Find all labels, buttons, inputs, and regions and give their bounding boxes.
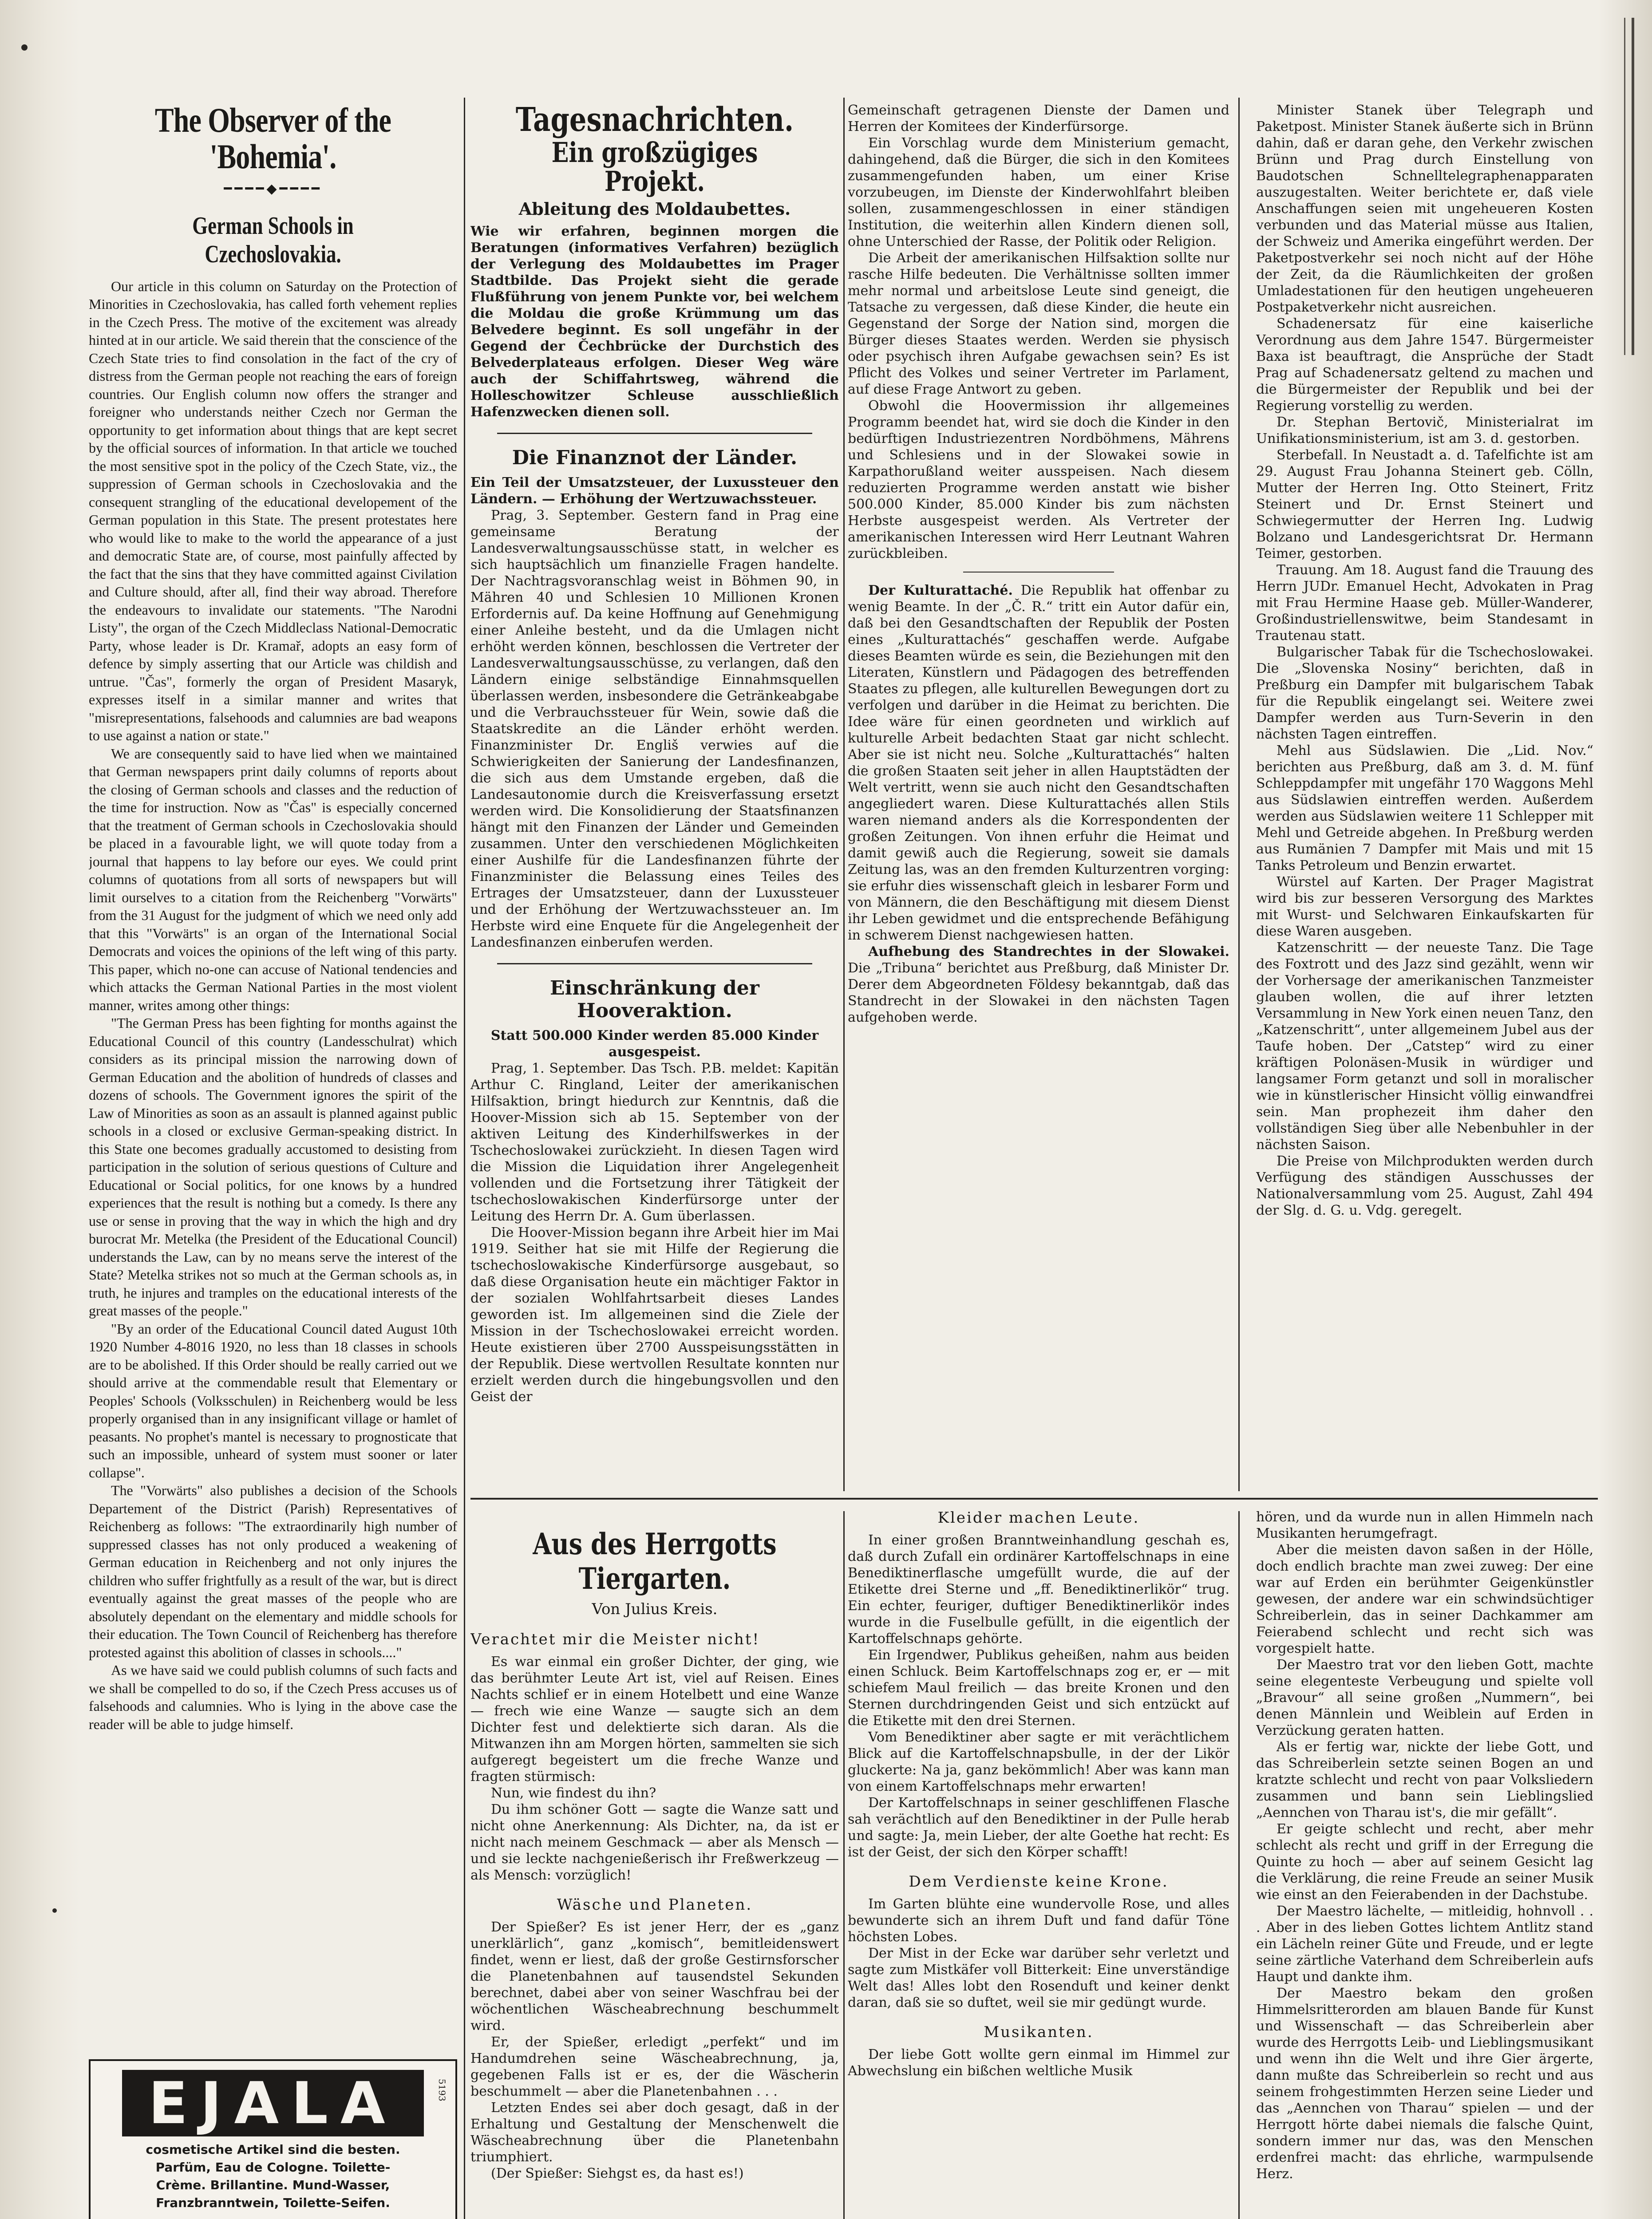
- article-body: [470, 507, 839, 951]
- ejala-logo: EJALA: [122, 2070, 424, 2136]
- paragraph: Schadenersatz für eine kaiserliche Verordnung aus dem Jahre 1547. Bürgermeister Baxa ist beauftragt, die Ansprüche der Stadt Prag auf Schadenersatz geltend zu machen und die Bürgermeister der Republik und bei der Regierung vorstellig zu werden.: [1256, 316, 1593, 414]
- paragraph: Nun, wie findest du ihn?: [491, 1785, 656, 1801]
- paragraph: In einer großen Branntweinhandlung geschah es, daß durch Zufall ein ordinärer Kartoffelschnaps in eine Benediktinerflasche umgefüllt wurde, die auf der Etikette drei Sterne und „ff. Benediktinerlikör“ trug. Ein echter, feuriger, duftiger Benediktinerlikör indes wurde in die Fuselbulle gefüllt, in die eigentlich der Kartoffelschnaps gehörte.: [848, 1532, 1229, 1646]
- paragraph: Aber die meisten davon saßen in der Hölle, doch endlich brachte man zwei zuweg: Der eine war auf Erden ein berühmter Geigenkünstler gewesen, der andere war ein schwindsüchtiger Schreiberlein, das in seiner Dachkammer am Feierabend schlecht und recht sich was vorgespielt hatte.: [1256, 1542, 1593, 1656]
- ad-line: Parfüm, Eau de Cologne. Toilette-: [155, 2160, 391, 2175]
- paragraph: Trauung. Am 18. August fand die Trauung des Herrn JUDr. Emanuel Hecht, Advokaten in Prag mit Frau Hermine Haase geb. Müller-Wanderer, Großindustriellenswitwe, beim Standesamt in Trautenau statt.: [1256, 562, 1593, 644]
- feuilleton-separator: [470, 1498, 1598, 1500]
- article-headline: Die Finanznot der Länder.: [512, 446, 798, 469]
- paragraph: The "Vorwärts" also publishes a decision of the Schools Departement of the District (Parish) Representatives of Reichenberg as follows: "The extraordinarily high number of suppressed classes has not only produced a weakening of German education in Reichenberg and not only injures the children who suffer frightfully as a result of the war, but is direct eventually against the great masses of the people who are absolutely dependant on the elementary and middle schools for their education. The Town Council of Reichenberg has therefore protested against this abolition of classes in schools....": [89, 1482, 457, 1660]
- article-separator: [497, 433, 812, 434]
- paragraph: Katzenschritt — der neueste Tanz. Die Tage des Foxtrott und des Jazz sind gezählt, wenn wir der Vorhersage der amerikanischen Tanzmeister glauben wollen, die auf ihrer letzten Versammlung in New York einen neuen Tanz, den „Katzenschritt“, unter allgemeinem Jubel aus der Taufe hoben. Der „Catstep“ wird zu einer kräftigen Polonäsen-Musik in würdiger und langsamer Form getanzt und soll in moralischer wie in künstlerischer Hinsicht völlig einwandfrei sein. Man prophezeit ihm daher den vollständigen Sieg über alle Nebenbuhler in der nächsten Saison.: [1256, 940, 1593, 1153]
- article-subheadline: Ableitung des Moldaubettes.: [518, 198, 791, 219]
- article-lead: Ein Teil der Umsatzsteuer, der Luxussteuer den Ländern. — Erhöhung der Wertzuwachssteuer.: [470, 474, 839, 507]
- paragraph: Der Kartoffelschnaps in seiner geschliffenen Flasche sah verächtlich auf den Benediktiner in der Pulle herab und sagte: Ja, mein Lieber, der alte Goethe hat recht: Es ist der Geist, der sich den Körper schafft!: [848, 1795, 1229, 1860]
- story-body: [470, 1919, 839, 2182]
- paragraph: Im Garten blühte eine wundervolle Rose, und alles bewunderte sich an ihrem Duft und fand dafür Töne höchsten Lobes.: [848, 1896, 1229, 1945]
- paragraph: Der liebe Gott wollte gern einmal im Himmel zur Abwechslung ein bißchen weltliche Musik: [848, 2047, 1229, 2079]
- paragraph: As we have said we could publish columns of such facts and we shall be compelled to do so, if the Czech Press accuses us of falsehoods and calumnies. Who is lying in the above case the reader will be able to judge himself.: [89, 1662, 457, 1732]
- article-headline: Ein großzügiges Projekt.: [551, 136, 758, 198]
- right-paper-margin: [1599, 0, 1652, 2219]
- story-title: Musikanten.: [984, 2023, 1094, 2041]
- left-paper-margin: [0, 0, 80, 2219]
- story-title: Kleider machen Leute.: [937, 1509, 1140, 1527]
- feuilleton-title: Aus des Herrgotts Tiergarten.: [533, 1527, 777, 1596]
- paragraph: Die „Tribuna“ berichtet aus Preßburg, daß Minister Dr. Derer dem Abgeordneten Földesy bekanntgab, daß das Standrecht in der Slowakei in den nächsten Tagen aufgehoben werde.: [848, 960, 1229, 1025]
- paragraph: Letzten Endes sei aber doch gesagt, daß in der Erhaltung und Gestaltung der Menschenwelt die Wäscheabrechnung über die Planetenbahn triumphiert.: [470, 2100, 839, 2165]
- english-column: [89, 102, 457, 2046]
- article-body: [848, 102, 1229, 562]
- paragraph: Die Preise von Milchprodukten werden durch Verfügung des ständigen Ausschusses der Nationalversammlung vom 25. August, Zahl 494 der Slg. d. G. u. Vdg. geregelt.: [1256, 1153, 1593, 1218]
- news-column-3: [848, 102, 1229, 1487]
- story-title: Verachtet mir die Meister nicht!: [470, 1631, 760, 1648]
- paragraph: "By an order of the Educational Council dated August 10th 1920 Number 4-8016 1920, no less than 18 classes in schools are to be abolished. If this Order should be really carried out we should arrive at the commendable result that Elementary or Peoples' Schools (Volksschulen) in Reichenberg would be less properly organised than in any insignificant village or hamlet of peasants. No prophet's mantel is necessary to prognosticate that such an impossible, unheard of system must sooner or later collapse".: [89, 1320, 457, 1481]
- story-title: Wäsche und Planeten.: [557, 1896, 753, 1914]
- feuilleton-column-2: [848, 1509, 1229, 2219]
- paragraph: Dr. Stephan Bertovič, Ministerialrat im Unifikationsministerium, ist am 3. d. gestorben.: [1256, 415, 1593, 446]
- article-headline: Einschränkung der Hooveraktion.: [550, 976, 759, 1022]
- ejala-advertisement: [89, 2059, 457, 2219]
- paragraph: (Der Spießer: Siehgst es, da hast es!): [491, 2166, 744, 2181]
- title-ornament: ━━━━◆━━━━: [224, 181, 322, 197]
- feuilleton-column-1: [470, 1509, 839, 2219]
- column-rule: [464, 98, 465, 2219]
- article-headline: Aufhebung des Standrechtes in der Slowakei.: [868, 944, 1229, 959]
- column-rule: [843, 98, 845, 1491]
- binding-edge: [1632, 18, 1634, 355]
- paragraph: Der Spießer? Es ist jener Herr, der es „ganz unerklärlich“, ganz „komisch“, bemitleidenswert findet, wenn er liest, daß der große Gestirnsforscher die Planetenbahnen auf tausendstel Sekunden berechnet, dabei aber von seiner Waschfrau bei der wöchentlichen Wäscheabrechnung beschummelt wird.: [470, 1919, 839, 2033]
- paragraph: Vom Benediktiner aber sagte er mit verächtlichem Blick auf die Kartoffelschnapsbulle, in der der Likör gluckerte: Na ja, ganz bekömmlich! Aber was kann man von einem Kartoffelschnaps mehr erwarten!: [848, 1729, 1229, 1794]
- paragraph: Er, der Spießer, erledigt „perfekt“ und im Handumdrehen seine Wäscheabrechnung, ja, gegebenen Falls ist er es, der die Wäscherin beschummelt — aber die Planetenbahnen . . .: [470, 2034, 839, 2099]
- paragraph: Gemeinschaft getragenen Dienste der Damen und Herren der Komitees der Kinderfürsorge.: [848, 103, 1229, 134]
- story-body: [848, 1896, 1229, 2011]
- story-body: [848, 1532, 1229, 1860]
- article-headline: German Schools in Czechoslovakia.: [192, 212, 354, 268]
- article-body: [1256, 102, 1593, 1219]
- paragraph: Der Maestro trat vor den lieben Gott, machte seine elegenteste Verbeugung und spielte voll „Bravour“ all seine großen „Nummern“, bei denen Männlein und Weiblein auf Erden in Verzückung geraten hatten.: [1256, 1657, 1593, 1738]
- paragraph: Die Arbeit der amerikanischen Hilfsaktion sollte nur rasche Hilfe bedeuten. Die Verhältnisse sollten immer mehr normal und arbeitslose Leute sind geneigt, die Tatsache zu vergessen, daß diese Kinder, die heute ein Gegenstand der Sorge der Nation sind, morgen die Bürger dieses Staates werden. Werden sie physisch oder psychisch ihren Aufgabe gewachsen sein? Es ist Pflicht des Volkes und seiner Vertreter im Parlament, auf diese Frage Antwort zu geben.: [848, 250, 1229, 397]
- paragraph: Obwohl die Hoovermission ihr allgemeines Programm beendet hat, wird sie doch die Kinder in den bedürftigen Industriezentren Nordböhmens, Mährens und Schlesiens und in der Slowakei sowie in Karpathorußland weiter ausspeisen. Nach diesem reduzierten Programme werden anstatt wie bisher 500.000 Kinder, 85.000 Kinder bis zum nächsten Herbste ausgespeist werden. Als Vertreter der amerikanischen Interessen wird Herr Leutnant Wahren zurückbleiben.: [848, 398, 1229, 561]
- ad-code: 5193: [437, 2079, 447, 2101]
- paragraph: Wie wir erfahren, beginnen morgen die Beratungen (informatives Verfahren) bezüglich der Verlegung des Moldaubettes im Prager Stadtbilde. Das Projekt sieht die gerade Flußführung von jenem Punkte vor, bei welchem die Moldau die große Krümmung um das Belvedere beginnt. Es soll ungefähr in der Gegend der Čechbrücke der Durchstich des Belvederplateaus erfolgen. Dieser Weg wäre auch der Schiffahrtsweg, während die Holleschowitzer Schleuse ausschließlich Hafenzwecken dienen soll.: [470, 223, 839, 420]
- punch-hole-dot: [21, 44, 28, 51]
- paragraph: Ein Vorschlag wurde dem Ministerium gemacht, dahingehend, daß die Bürger, die sich in den Komitees zusammengefunden haben, um einer Krise vorzubeugen, im Dienste der Kinderwohlfahrt bleiben sollen, zusammengeschlossen in einer ständigen Institution, die weiterhin allen Kindern dienen soll, ohne Unterschied der Rasse, der Politik oder Religion.: [848, 135, 1229, 249]
- column-rule: [1238, 98, 1240, 1491]
- article-separator: [963, 572, 1114, 573]
- paragraph: Bulgarischer Tabak für die Tschechoslowakei. Die „Slovenska Nosiny“ berichten, daß in Preßburg ein Dampfer mit bulgarischem Tabak für die Republik eingelangt sei. Weitere zwei Dampfer werden aus Turn-Severin in den nächsten Tagen eintreffen.: [1256, 644, 1593, 742]
- article-body: [848, 582, 1229, 1026]
- ad-line: Franzbranntwein, Toilette-Seifen.: [156, 2195, 390, 2210]
- article-lead: Statt 500.000 Kinder werden 85.000 Kinder ausgespeist.: [490, 1027, 819, 1060]
- paragraph: "The German Press has been fighting for months against the Educational Council of this country (Landesschulrat) which considers as its principal mission the narrowing down of German Education and the abolition of hundreds of classes and dozens of schools. The Government ignores the spirit of the Law of Minorities as soon as an assault is planned against public schools in a closed or exclusive German-speaking district. In this State one becomes gradually accustomed to desisting from participation in the solution of serious questions of Culture and Educational or Social politics, for one knows by a hundred experiences that the result is nothing but a comedy. Is there any use or sense in proving that the way in which the high and dry burocrat Mr. Metelka (the President of the Educational Council) understands the Law, can by no means serve the interest of the State? Metelka strikes not so much at the German schools as, in truth, he injures and tramples on the educational interests of the great masses of the people.": [89, 1015, 457, 1319]
- paragraph: Ein Irgendwer, Publikus geheißen, nahm aus beiden einen Schluck. Beim Kartoffelschnaps zog er, er — mit schiefem Maul freilich — das breite Kronen und den Sternen durchdringenden Geist und sich entzückt auf die Etikette mit den drei Sternen.: [848, 1647, 1229, 1729]
- paragraph: Der Maestro bekam den großen Himmelsritterorden am blauen Bande für Kunst und Wissenschaft — das Schreiberlein aber wurde des Herrgotts Leib- und Lieblingsmusikant und wenn ihn die Welt und ihre Gier ärgerte, dann mußte das Schreiberlein so recht und aus seinem frohgestimmten Herzen seine Lieder und das „Aennchen von Tharau“ spielen — und der Herrgott hörte dabei niemals die falsche Quint, sondern immer nur das, was den Menschen erdenfrei macht: das ehrliche, warmpulsende Herz.: [1256, 1986, 1593, 2182]
- column-rule: [1238, 1511, 1240, 2219]
- feuilleton-author: Von Julius Kreis.: [592, 1600, 718, 1618]
- article-body: [89, 277, 457, 1733]
- paragraph: Der Maestro lächelte, — mitleidig, hohnvoll . . . Aber in des lieben Gottes lichtem Antlitz stand ein Lächeln reiner Güte und Freude, und er legte seine zärtliche Vaterhand dem Schreiberlein aufs Haupt und dankte ihm.: [1256, 1903, 1593, 1985]
- paragraph: Du ihm schöner Gott — sagte die Wanze satt und nicht ohne Anerkennung: Als Dichter, na, da ist er nicht nach meinem Geschmack — aber als Mensch — und sie leckte nachgenießerisch ihr Freßwerkzeug — als Mensch: vorzüglich!: [470, 1802, 839, 1883]
- paragraph: Our article in this column on Saturday on the Protection of Minorities in Czechoslovakia, has called forth vehement replies in the Czech Press. The motive of the excitement was already hinted at in our article. We said therein that the conscience of the Czech State tries to find consolation in the fact of the cry of distress from the German people not reaching the ears of foreign countries. Our English column now offers the stranger and foreigner who understands neither Czech nor German the opportunity to get information about things that are kept secret by the official sources of information. In that article we touched the most sensitive spot in the policy of the Czech State, viz., the suppression of German schools in Czechoslovakia and the consequent strangling of the educational developement of the German population in this State. The present protestates here who would like to make to the world the appearance of a just and democratic State are, of course, most painfully affected by the fact that the sins that they have committed against Civilation and Culture should, after all, find their way abroad. Therefore the endeavours to invalidate our statements. "The Narodni Listy", the organ of the Czech Middleclass National-Democratic Party, whose leader is Dr. Kramař, adopts an easy form of defence by simply asserting that our Article was childish and untrue. "Čas", formerly the organ of President Masaryk, expresses itself in a similar manner and writes that "misrepresentations, falsehoods and calumnies are bad weapons to use against a nation or state.": [89, 278, 457, 744]
- paragraph: Der Mist in der Ecke war darüber sehr verletzt und sagte zum Mistkäfer voll Bitterkeit: Eine unverständige Welt das! Alles lobt den Rosenduft und keiner denkt daran, daß sie so duftet, weil sie mir gedüngt wurde.: [848, 1946, 1229, 2010]
- feuilleton-column-3: [1256, 1509, 1593, 2219]
- paragraph: Die Republik hat offenbar zu wenig Beamte. In der „Č. R.“ tritt ein Autor dafür ein, daß bei den Gesandtschaften der Republik der Posten eines „Kulturattachés“ geschaffen werde. Aufgabe dieses Beamten würde es sein, die Beziehungen mit den Literaten, Künstlern und Pädagogen des betreffenden Staates zu pflegen, alle kulturellen Bewegungen dort zu verfolgen und darüber in die Heimat zu berichten. Die Idee wäre für einen geordneten und wirklich auf kulturelle Arbeit bedachten Staat gar nicht schlecht. Aber sie ist nicht neu. Solche „Kulturattachés“ halten die großen Staaten seit jeher in allen Hauptstädten der Welt vertritt, wenn sie auch nicht den Gesandtschaften angegliedert waren. Diese Kulturattachés allen Stils waren niemand anders als die Korrespondenten der großen Zeitungen. Von ihnen erfuhr die Heimat und damit gewiß auch die Regierung, soweit sie damals Zeitung las, was an den fremden Kulturzentren vorging: sie erfuhr dies wissenschaft gleich in lesbarer Form und von Männern, die den Beschäftigung mit diesem Dienst ihr Leben gewidmet und die entsprechende Befähigung in schwerem Dienst nachgewiesen hatten.: [848, 583, 1229, 943]
- paragraph: Minister Stanek über Telegraph und Paketpost. Minister Stanek äußerte sich in Brünn dahin, daß er daran gehe, den Verkehr zwischen Brünn und Prag durch Einstellung von Baudotschen Schnelltelegraphenapparaten auszugestalten. Weiter berichtete er, daß viele Anschaffungen seien mit ungeheueren Kosten verbunden und das Material müsse aus Italien, der Schweiz und Amerika eingeführt werden. Der Paketpostverkehr sei noch nicht auf der Höhe der Zeit, da die Räumlichkeiten der großen Umladestationen für den heutigen ungeheueren Postpaketverkehr nicht ausreichen.: [1256, 103, 1593, 315]
- binding-edge-inner: [1624, 18, 1625, 355]
- story-title: Dem Verdienste keine Krone.: [909, 1873, 1169, 1891]
- story-body: [1256, 1509, 1593, 2182]
- paragraph: Als er fertig war, nickte der liebe Gott, und das Schreiberlein setzte seinen Bogen an und kratzte schlecht und recht von paar Volksliedern zusammen und bann sein Lieblingslied „Aennchen von Tharau ist's, die mir gefällt“.: [1256, 1739, 1593, 1820]
- article-body: [470, 223, 839, 420]
- article-headline: Der Kulturattaché.: [868, 583, 1013, 598]
- paragraph: Die Hoover-Mission begann ihre Arbeit hier im Mai 1919. Seither hat sie mit Hilfe der Regierung die tschechoslowakische Kinderfürsorge ausgebaut, so daß diese Organisation heute ein mächtiger Faktor in der sozialen Wohlfahrtsarbeit dieses Landes geworden ist. Im allgemeinen sind die Ziele der Mission in der Tschechoslowakei erreicht worden. Heute existieren über 2700 Ausspeisungsstätten in der Republik. Diese wertvollen Resultate konnten nur erzielt werden durch die hingebungsvollen und den Geist der: [470, 1224, 839, 1405]
- column-rule: [843, 1511, 845, 2219]
- story-body: [848, 2046, 1229, 2079]
- paragraph: Mehl aus Südslawien. Die „Lid. Nov.“ berichten aus Preßburg, daß am 3. d. M. fünf Schleppdampfer mit ungefähr 170 Waggons Mehl aus Südslawien eintreffen werden. Außerdem werden aus Südslawien weitere 11 Schlepper mit Mehl und Getreide abgehen. In Preßburg werden aus Rumänien 7 Dampfer mit Mais und mit 15 Tanks Petroleum und Benzin erwartet.: [1256, 743, 1593, 873]
- paragraph: Prag, 3. September. Gestern fand in Prag eine gemeinsame Beratung der Landesverwaltungsausschüsse statt, in welcher es sich hauptsächlich um finanzielle Fragen handelte. Der Nachtragsvoranschlag weist in Böhmen 90, in Mähren 40 und Schlesien 10 Millionen Kronen Erfordernis auf. Da keine Hoffnung auf Genehmigung einer Anleihe besteht, und da die Umlagen nicht erhöht werden können, beschlossen die Vertreter der Landesverwaltungsausschüsse, zu verlangen, daß den Ländern einige selbständige Einnahmsquellen überlassen werden, insbesondere die Getränkeabgabe und die Verbrauchssteuer für Wein, sowie daß die Staatskredite an die Länder erhöht werden. Finanzminister Dr. Engliš verwies auf die Schwierigkeiten der Sanierung der Landesfinanzen, die sich aus dem Umstande ergeben, daß die Landesautonomie durch die Kreisverfassung ersetzt werden wird. Die Konsolidierung der Staatsfinanzen hängt mit den Finanzen der Länder und Gemeinden zusammen. Unter den verschiedenen Möglichkeiten einer Aushilfe für die Landesfinanzen führte der Finanzminister die Belassung eines Teiles des Ertrages der Umsatzsteuer, dann der Luxussteuer und der Erhöhung der Wertzuwachssteuer an. Im Herbste wird eine Enquete für die Angelegenheit der Landesfinanzen einberufen werden.: [470, 507, 839, 950]
- article-body: [470, 1060, 839, 1405]
- ad-line: cosmetische Artikel sind die besten.: [146, 2142, 400, 2157]
- paragraph: Es war einmal ein großer Dichter, der ging, wie das berühmter Leute Art ist, viel auf Reisen. Eines Nachts schlief er in einem Hotelbett und eine Wanze — frech wie eine Wanze — saugte sich an dem Dichter fest und delektierte sich daran. Als die Mitwanzen ihn am Morgen hörten, sammelten sie sich aufgeregt begeistert um die freche Wanze und fragten stürmisch:: [470, 1654, 839, 1785]
- ink-speck: [52, 1908, 57, 1913]
- paragraph: Sterbefall. In Neustadt a. d. Tafelfichte ist am 29. August Frau Johanna Steinert geb. Cölln, Mutter der Herren Ing. Otto Steinert, Fritz Steinert und Dr. Ernst Steinert und Schwiegermutter der Herren Ing. Ludwig Bolzano und Landesgerichtsrat Dr. Hermann Teimer, gestorben.: [1256, 447, 1593, 561]
- story-body: [470, 1654, 839, 1883]
- paragraph: We are consequently said to have lied when we maintained that German newspapers print daily columns of reports about the closing of German schools and classes and the reduction of the time for instruction. Now as "Čas" is especially concerned that the treatment of German schools in Czechoslovakia should be placed in a favourable light, we will quote today from a journal that happens to lay before our eyes. We could print columns of quotations from all sorts of newspapers but will limit ourselves to a citation from the Reichenberg "Vorwärts" from the 31 August for the judgment of which we need only add that this "Vorwärts" is an organ of the International Social Democrats and voices the opinions of the left wing of this party. This paper, which no-one can accuse of National tendencies and which attacks the German National Parties in the most violent manner, writes among other things:: [89, 745, 457, 1013]
- paragraph: Prag, 1. September. Das Tsch. P.B. meldet: Kapitän Arthur C. Ringland, Leiter der amerikanischen Hilfsaktion, bringt hiedurch zur Kenntnis, daß die Hoover-Mission sich ab 15. September von der aktiven Leitung des Kinderhilfswerkes in der Tschechoslowakei zurückzieht. In diesen Tagen wird die Mission die Liquidation ihrer Angelegenheit vollenden und die Fortsetzung ihrer Tätigkeit der tschechoslowakischen Kinderfürsorge unter der Leitung des Herrn Dr. A. Gum überlassen.: [470, 1060, 839, 1224]
- news-column-4: [1256, 102, 1593, 1487]
- section-title: Tagesnachrichten.: [515, 102, 794, 139]
- paragraph: Würstel auf Karten. Der Prager Magistrat wird bis zur besseren Versorgung des Marktes mit Wurst- und Selchwaren Einkaufskarten für diese Waren ausgeben.: [1256, 874, 1593, 939]
- ad-line: Crème. Brillantine. Mund-Wasser,: [156, 2178, 390, 2192]
- article-separator: [497, 963, 812, 964]
- english-column-title: The Observer of the 'Bohemia'.: [154, 102, 391, 176]
- paragraph: hören, und da wurde nun in allen Himmeln nach Musikanten herumgefragt.: [1256, 1509, 1593, 1541]
- news-column-2: [470, 102, 839, 1487]
- paragraph: Er geigte schlecht und recht, aber mehr schlecht als recht und griff in der Erregung die Quinte zu hoch — aber auf seinem Gesicht lag die Verklärung, die reine Freude an seiner Musik wie einst an den Feierabenden in der Dachstube.: [1256, 1821, 1593, 1903]
